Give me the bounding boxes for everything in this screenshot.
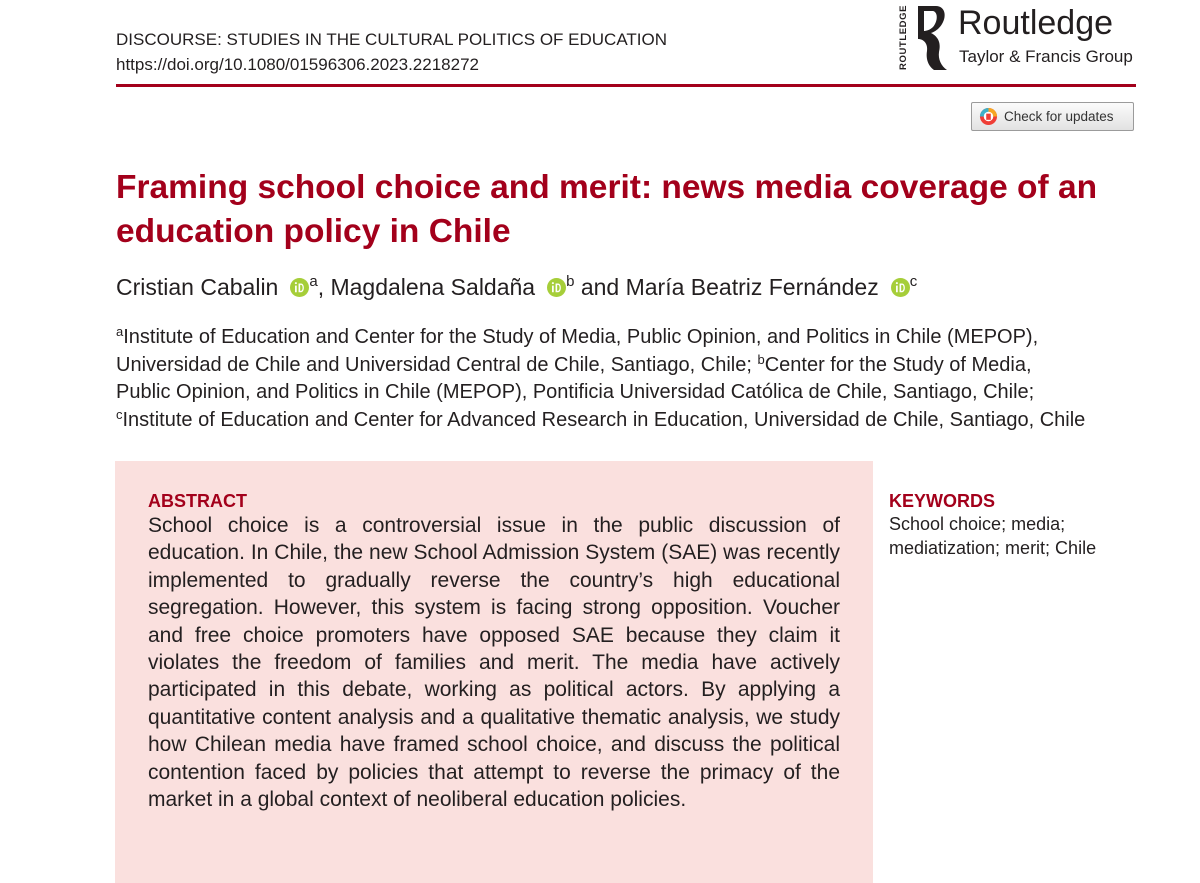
title-line-2: education policy in Chile (116, 213, 511, 250)
author-name: Magdalena Saldaña (330, 274, 536, 300)
affiliation-text: Public Opinion, and Politics in Chile (MEPOP), Pontificia Universidad Católica de Chile, Santiago, Chile; (116, 381, 1035, 403)
affiliation-mark: a (116, 324, 124, 339)
author-list (116, 271, 917, 303)
affiliation-text: Universidad de Chile and Universidad Central de Chile, Santiago, Chile; (116, 353, 758, 376)
journal-name: DISCOURSE: STUDIES IN THE CULTURAL POLITICS OF EDUCATION (116, 30, 667, 49)
publisher-group: Taylor & Francis Group (959, 47, 1133, 66)
affiliation-line (116, 324, 1146, 352)
affiliation-line (116, 379, 1146, 407)
affiliation-mark: c (116, 406, 123, 422)
affiliation-mark: b (757, 351, 765, 367)
author-separator: , (317, 274, 325, 300)
author-name: Cristian Cabalin (116, 274, 279, 300)
routledge-logo-icon (914, 4, 948, 72)
abstract-text: School choice is a controversial issue in the public discussion of education. In Chile, the new School Admission System (SAE) was recently implemented to gradually reverse the country’s high educational segregation. However, this system is facing strong opposition. Voucher and free choice promoters have opposed SAE because they claim it violates the freedom of families and merit. The media have actively participated in this debate, working as political actors. By applying a quantitative content analysis and a qualitative thematic analysis, we study how Chilean media have framed school choice, and discuss the political contention faced by policies that attempt to reverse the primacy of the market in a global context of neoliberal education policies. (148, 514, 840, 812)
keywords-heading: KEYWORDS (889, 491, 996, 511)
doi-link[interactable]: https://doi.org/10.1080/01596306.2023.2218272 (116, 55, 479, 74)
affiliation-line (116, 407, 1146, 435)
author-affiliation-mark: a (309, 273, 318, 290)
orcid-icon[interactable] (547, 278, 566, 297)
header-rule (116, 84, 1136, 87)
keywords-text: School choice; media; mediatization; merit; Chile (889, 514, 1097, 558)
author-name: María Beatriz Fernández (625, 274, 879, 300)
orcid-icon[interactable] (891, 278, 910, 297)
journal-header (116, 27, 667, 77)
crossmark-icon (979, 107, 998, 126)
publisher-name: Routledge (958, 4, 1114, 42)
abstract-heading: ABSTRACT (148, 491, 247, 511)
author-separator: and (574, 274, 620, 300)
check-for-updates-button[interactable] (971, 102, 1134, 131)
affiliations (116, 324, 1146, 434)
affiliation-text: Institute of Education and Center for the Study of Media, Public Opinion, and Politics in Chile (MEPOP), (123, 326, 1039, 348)
orcid-icon[interactable] (290, 278, 309, 297)
author-affiliation-mark: c (909, 273, 918, 290)
affiliation-text: Center for the Study of Media, (764, 353, 1032, 376)
check-for-updates-label: Check for updates (1004, 109, 1114, 124)
logo-vertical-text: ROUTLEDGE (898, 4, 909, 70)
affiliation-text: Institute of Education and Center for Advanced Research in Education, Universidad de Chile, Santiago, Chile (122, 408, 1086, 431)
affiliation-line (116, 352, 1146, 380)
title-line-1: Framing school choice and merit: news media coverage of an (116, 169, 1098, 206)
article-title (116, 166, 1156, 254)
publisher-logo (898, 2, 1143, 72)
author-affiliation-mark: b (566, 273, 575, 290)
